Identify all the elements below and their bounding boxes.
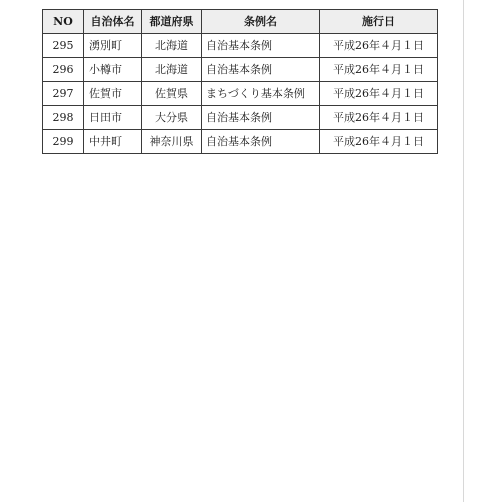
- cell-ordinance-name: 自治基本条例: [202, 34, 320, 58]
- page-edge: [463, 0, 464, 502]
- cell-no: 299: [43, 130, 84, 154]
- cell-prefecture: 北海道: [142, 58, 202, 82]
- cell-municipality: 湧別町: [84, 34, 142, 58]
- ordinance-table: [42, 9, 438, 154]
- cell-enforcement-date: 平成26年４月１日: [320, 34, 438, 58]
- table-row: [43, 58, 438, 82]
- cell-municipality: 中井町: [84, 130, 142, 154]
- cell-no: 297: [43, 82, 84, 106]
- table-row: [43, 34, 438, 58]
- cell-enforcement-date: 平成26年４月１日: [320, 130, 438, 154]
- header-ordinance-name: 条例名: [202, 10, 320, 34]
- cell-ordinance-name: 自治基本条例: [202, 106, 320, 130]
- cell-enforcement-date: 平成26年４月１日: [320, 106, 438, 130]
- cell-municipality: 日田市: [84, 106, 142, 130]
- table-header-row: [43, 10, 438, 34]
- table-row: [43, 130, 438, 154]
- cell-ordinance-name: 自治基本条例: [202, 130, 320, 154]
- cell-prefecture: 大分県: [142, 106, 202, 130]
- cell-no: 296: [43, 58, 84, 82]
- header-enforcement-date: 施行日: [320, 10, 438, 34]
- cell-ordinance-name: 自治基本条例: [202, 58, 320, 82]
- cell-municipality: 佐賀市: [84, 82, 142, 106]
- cell-prefecture: 佐賀県: [142, 82, 202, 106]
- header-prefecture: 都道府県: [142, 10, 202, 34]
- cell-no: 295: [43, 34, 84, 58]
- cell-no: 298: [43, 106, 84, 130]
- cell-ordinance-name: まちづくり基本条例: [202, 82, 320, 106]
- table-row: [43, 82, 438, 106]
- cell-enforcement-date: 平成26年４月１日: [320, 58, 438, 82]
- header-municipality: 自治体名: [84, 10, 142, 34]
- cell-prefecture: 神奈川県: [142, 130, 202, 154]
- table-row: [43, 106, 438, 130]
- cell-prefecture: 北海道: [142, 34, 202, 58]
- cell-enforcement-date: 平成26年４月１日: [320, 82, 438, 106]
- header-no: NO: [43, 10, 84, 34]
- cell-municipality: 小樽市: [84, 58, 142, 82]
